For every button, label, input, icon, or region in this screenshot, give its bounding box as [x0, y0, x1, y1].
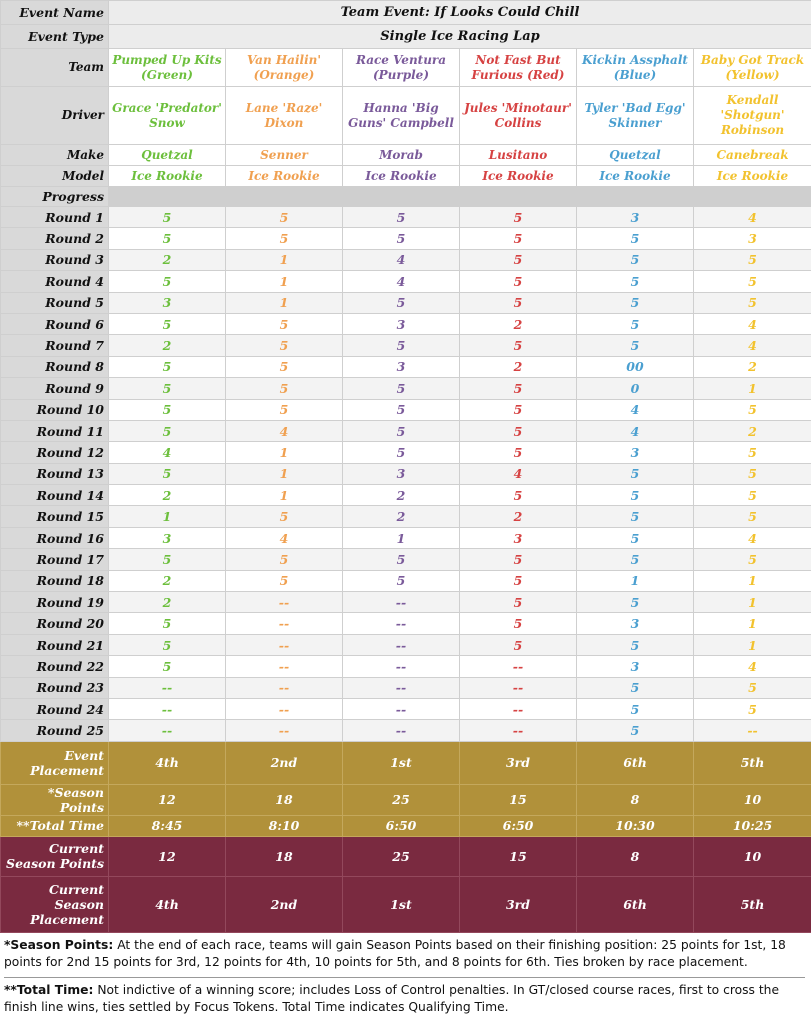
round-score: 1: [226, 249, 343, 270]
round-score: 5: [460, 549, 577, 570]
round-score: 4: [694, 527, 811, 548]
round-score: --: [343, 634, 460, 655]
round-score: 5: [694, 249, 811, 270]
model-label: Model: [1, 166, 109, 187]
round-score: 4: [694, 207, 811, 228]
round-row: [1, 228, 811, 249]
driver-name: Tyler 'Bad Egg' Skinner: [577, 87, 694, 145]
round-score: --: [226, 592, 343, 613]
car-make: Canebreak: [694, 145, 811, 166]
round-label: Round 23: [1, 677, 109, 698]
round-score: 3: [577, 613, 694, 634]
round-score: 2: [343, 485, 460, 506]
round-score: 2: [109, 249, 226, 270]
round-score: 5: [577, 313, 694, 334]
round-score: 5: [577, 249, 694, 270]
round-score: 5: [109, 271, 226, 292]
event-placement-value: 2nd: [226, 741, 343, 784]
event-placement-value: 4th: [109, 741, 226, 784]
season-points-value: 25: [343, 784, 460, 815]
season-points-note-label: *Season Points:: [4, 937, 114, 952]
car-model: Ice Rookie: [694, 166, 811, 187]
round-score: 4: [226, 420, 343, 441]
round-row: [1, 485, 811, 506]
round-score: --: [460, 720, 577, 741]
round-score: --: [226, 656, 343, 677]
car-make: Quetzal: [109, 145, 226, 166]
round-score: --: [343, 720, 460, 741]
car-model: Ice Rookie: [109, 166, 226, 187]
season-points-note: [4, 937, 805, 971]
total-time-label: **Total Time: [1, 815, 109, 836]
round-score: 2: [460, 356, 577, 377]
round-score: 5: [694, 463, 811, 484]
round-score: 1: [577, 570, 694, 591]
round-row: [1, 313, 811, 334]
round-label: Round 2: [1, 228, 109, 249]
round-score: --: [460, 677, 577, 698]
round-score: 5: [577, 506, 694, 527]
make-label: Make: [1, 145, 109, 166]
round-score: 4: [226, 527, 343, 548]
driver-name: Kendall 'Shotgun' Robinson: [694, 87, 811, 145]
round-score: 3: [109, 527, 226, 548]
round-score: 5: [343, 549, 460, 570]
rounds-body: [1, 207, 811, 742]
round-score: 5: [577, 335, 694, 356]
round-score: 1: [109, 506, 226, 527]
season-points-value: 10: [694, 784, 811, 815]
round-score: 5: [694, 292, 811, 313]
event-type-label: Event Type: [1, 25, 109, 49]
season-points-value: 18: [226, 784, 343, 815]
round-score: 5: [109, 313, 226, 334]
car-model: Ice Rookie: [460, 166, 577, 187]
round-label: Round 13: [1, 463, 109, 484]
round-label: Round 16: [1, 527, 109, 548]
driver-row: [1, 87, 811, 145]
team-label: Team: [1, 49, 109, 87]
current-season-points-value: 10: [694, 836, 811, 876]
round-label: Round 19: [1, 592, 109, 613]
round-score: 5: [460, 292, 577, 313]
round-row: [1, 527, 811, 548]
round-score: 5: [109, 207, 226, 228]
round-score: 4: [577, 399, 694, 420]
round-score: 3: [343, 463, 460, 484]
round-label: Round 1: [1, 207, 109, 228]
round-score: 5: [460, 570, 577, 591]
current-season-points-value: 15: [460, 836, 577, 876]
current-season-points-row: [1, 836, 811, 876]
progress-label: Progress: [1, 187, 109, 207]
round-score: 4: [343, 271, 460, 292]
round-score: --: [460, 656, 577, 677]
round-label: Round 4: [1, 271, 109, 292]
total-time-note-text: Not indictive of a winning score; includes Loss of Control penalties. In GT/closed course races, first to cross the finish line wins, ties settled by Focus Tokens. Total Time indicates Qualifying Time.: [4, 982, 780, 1014]
round-score: 5: [226, 399, 343, 420]
round-score: 1: [694, 378, 811, 399]
round-score: 5: [226, 356, 343, 377]
total-time-note: [4, 982, 805, 1016]
team-name: Kickin Assphalt (Blue): [577, 49, 694, 87]
round-score: 4: [109, 442, 226, 463]
round-score: 3: [460, 527, 577, 548]
round-score: 5: [343, 442, 460, 463]
round-score: 5: [577, 549, 694, 570]
round-label: Round 21: [1, 634, 109, 655]
event-name-label: Event Name: [1, 1, 109, 25]
round-label: Round 15: [1, 506, 109, 527]
round-label: Round 25: [1, 720, 109, 741]
current-season-placement-value: 6th: [577, 876, 694, 932]
round-score: 5: [694, 271, 811, 292]
round-score: 5: [109, 378, 226, 399]
round-score: 5: [577, 292, 694, 313]
round-score: 3: [694, 228, 811, 249]
round-row: [1, 207, 811, 228]
round-label: Round 24: [1, 698, 109, 719]
total-time-value: 6:50: [343, 815, 460, 836]
round-score: 5: [460, 485, 577, 506]
round-score: 1: [694, 592, 811, 613]
round-score: 5: [577, 677, 694, 698]
round-score: 5: [109, 463, 226, 484]
round-label: Round 5: [1, 292, 109, 313]
round-score: 3: [343, 356, 460, 377]
team-name: Race Ventura (Purple): [343, 49, 460, 87]
season-points-row: [1, 784, 811, 815]
round-score: 2: [343, 506, 460, 527]
round-score: 5: [109, 356, 226, 377]
round-score: 1: [226, 442, 343, 463]
round-score: 3: [343, 313, 460, 334]
round-score: 5: [343, 292, 460, 313]
round-score: 1: [226, 292, 343, 313]
round-score: 3: [577, 207, 694, 228]
round-score: 1: [694, 570, 811, 591]
total-time-row: [1, 815, 811, 836]
round-score: 5: [460, 420, 577, 441]
event-placement-row: [1, 741, 811, 784]
progress-divider: [109, 187, 811, 207]
round-score: 2: [109, 592, 226, 613]
season-points-value: 12: [109, 784, 226, 815]
round-score: 5: [694, 506, 811, 527]
round-row: [1, 292, 811, 313]
round-score: --: [460, 698, 577, 719]
round-score: 1: [343, 527, 460, 548]
event-placement-value: 3rd: [460, 741, 577, 784]
round-row: [1, 634, 811, 655]
round-score: 4: [460, 463, 577, 484]
round-score: 2: [109, 335, 226, 356]
total-time-value: 10:30: [577, 815, 694, 836]
round-score: 5: [343, 420, 460, 441]
round-score: 5: [577, 527, 694, 548]
round-score: --: [343, 592, 460, 613]
round-row: [1, 720, 811, 741]
round-label: Round 22: [1, 656, 109, 677]
round-label: Round 14: [1, 485, 109, 506]
footnotes: [0, 933, 811, 1016]
round-row: [1, 463, 811, 484]
round-score: 5: [694, 677, 811, 698]
car-make: Senner: [226, 145, 343, 166]
round-score: 5: [109, 399, 226, 420]
round-label: Round 20: [1, 613, 109, 634]
round-score: 5: [109, 228, 226, 249]
round-label: Round 7: [1, 335, 109, 356]
team-name: Not Fast But Furious (Red): [460, 49, 577, 87]
event-name-value: Team Event: If Looks Could Chill: [109, 1, 811, 25]
round-score: 00: [577, 356, 694, 377]
round-row: [1, 613, 811, 634]
total-time-value: 8:10: [226, 815, 343, 836]
round-row: [1, 442, 811, 463]
round-score: 5: [460, 228, 577, 249]
current-season-points-value: 8: [577, 836, 694, 876]
round-score: 5: [226, 570, 343, 591]
round-score: 5: [109, 634, 226, 655]
round-score: 5: [460, 271, 577, 292]
round-row: [1, 335, 811, 356]
car-make: Quetzal: [577, 145, 694, 166]
round-label: Round 12: [1, 442, 109, 463]
round-score: 1: [694, 634, 811, 655]
event-placement-value: 5th: [694, 741, 811, 784]
round-score: 4: [694, 656, 811, 677]
event-type-row: [1, 25, 811, 49]
round-score: 5: [226, 549, 343, 570]
driver-name: Grace 'Predator' Snow: [109, 87, 226, 145]
current-season-placement-value: 5th: [694, 876, 811, 932]
round-score: 3: [577, 442, 694, 463]
round-score: 1: [226, 463, 343, 484]
event-name-row: [1, 1, 811, 25]
round-score: 5: [577, 698, 694, 719]
round-score: 2: [460, 506, 577, 527]
team-name: Pumped Up Kits (Green): [109, 49, 226, 87]
event-placement-label: Event Placement: [1, 741, 109, 784]
round-score: 4: [694, 313, 811, 334]
round-score: --: [226, 698, 343, 719]
round-row: [1, 549, 811, 570]
round-score: 5: [226, 335, 343, 356]
round-score: 5: [460, 592, 577, 613]
round-score: --: [109, 677, 226, 698]
team-name: Baby Got Track (Yellow): [694, 49, 811, 87]
round-score: --: [226, 634, 343, 655]
round-score: --: [694, 720, 811, 741]
round-label: Round 6: [1, 313, 109, 334]
round-score: 5: [577, 485, 694, 506]
round-score: 5: [460, 378, 577, 399]
round-score: 2: [460, 313, 577, 334]
round-score: 3: [109, 292, 226, 313]
round-score: 2: [694, 356, 811, 377]
car-model: Ice Rookie: [226, 166, 343, 187]
round-row: [1, 506, 811, 527]
car-make: Morab: [343, 145, 460, 166]
current-season-placement-value: 4th: [109, 876, 226, 932]
car-make: Lusitano: [460, 145, 577, 166]
round-score: 5: [109, 613, 226, 634]
round-score: --: [226, 720, 343, 741]
round-score: 1: [226, 485, 343, 506]
round-score: 5: [343, 228, 460, 249]
round-score: 5: [577, 271, 694, 292]
team-row: [1, 49, 811, 87]
current-season-placement-value: 2nd: [226, 876, 343, 932]
round-score: 5: [577, 228, 694, 249]
round-score: 5: [226, 506, 343, 527]
round-score: --: [109, 698, 226, 719]
round-score: 5: [694, 442, 811, 463]
round-score: 0: [577, 378, 694, 399]
total-time-value: 6:50: [460, 815, 577, 836]
current-season-placement-value: 1st: [343, 876, 460, 932]
footnote-divider: [4, 977, 805, 978]
round-row: [1, 592, 811, 613]
current-season-points-value: 12: [109, 836, 226, 876]
round-score: 5: [343, 335, 460, 356]
round-score: 5: [694, 698, 811, 719]
round-score: 5: [109, 420, 226, 441]
car-model: Ice Rookie: [343, 166, 460, 187]
round-score: 5: [577, 592, 694, 613]
round-row: [1, 356, 811, 377]
round-score: 5: [226, 228, 343, 249]
round-score: 5: [109, 656, 226, 677]
round-score: 1: [694, 613, 811, 634]
current-season-placement-row: [1, 876, 811, 932]
model-row: [1, 166, 811, 187]
season-points-label: *Season Points: [1, 784, 109, 815]
round-score: --: [343, 698, 460, 719]
total-time-note-label: **Total Time:: [4, 982, 94, 997]
round-row: [1, 677, 811, 698]
round-score: --: [343, 613, 460, 634]
round-row: [1, 271, 811, 292]
driver-name: Lane 'Raze' Dixon: [226, 87, 343, 145]
round-score: --: [109, 720, 226, 741]
round-label: Round 3: [1, 249, 109, 270]
round-score: 5: [460, 613, 577, 634]
round-row: [1, 656, 811, 677]
round-row: [1, 420, 811, 441]
round-label: Round 8: [1, 356, 109, 377]
make-row: [1, 145, 811, 166]
round-score: 5: [694, 485, 811, 506]
round-score: 5: [694, 549, 811, 570]
round-score: 5: [343, 399, 460, 420]
current-season-placement-label: Current Season Placement: [1, 876, 109, 932]
team-name: Van Hailin' (Orange): [226, 49, 343, 87]
round-label: Round 9: [1, 378, 109, 399]
round-label: Round 10: [1, 399, 109, 420]
round-score: 5: [226, 207, 343, 228]
current-season-points-value: 18: [226, 836, 343, 876]
round-label: Round 11: [1, 420, 109, 441]
event-type-value: Single Ice Racing Lap: [109, 25, 811, 49]
round-score: 5: [694, 399, 811, 420]
total-time-value: 8:45: [109, 815, 226, 836]
car-model: Ice Rookie: [577, 166, 694, 187]
round-row: [1, 399, 811, 420]
round-row: [1, 378, 811, 399]
round-score: --: [226, 613, 343, 634]
round-score: 5: [460, 442, 577, 463]
progress-row: [1, 187, 811, 207]
round-score: 5: [577, 720, 694, 741]
current-season-points-value: 25: [343, 836, 460, 876]
round-score: 2: [694, 420, 811, 441]
season-points-value: 15: [460, 784, 577, 815]
round-score: 5: [577, 634, 694, 655]
total-time-value: 10:25: [694, 815, 811, 836]
round-score: 5: [343, 378, 460, 399]
round-score: 4: [343, 249, 460, 270]
round-score: 4: [577, 420, 694, 441]
round-score: 5: [460, 634, 577, 655]
round-score: 5: [109, 549, 226, 570]
round-score: 3: [577, 656, 694, 677]
round-score: --: [343, 677, 460, 698]
round-score: 5: [226, 378, 343, 399]
round-score: 5: [343, 207, 460, 228]
round-score: 5: [343, 570, 460, 591]
season-points-value: 8: [577, 784, 694, 815]
current-season-points-label: Current Season Points: [1, 836, 109, 876]
current-season-placement-value: 3rd: [460, 876, 577, 932]
round-score: 5: [460, 335, 577, 356]
round-score: 5: [460, 249, 577, 270]
round-label: Round 18: [1, 570, 109, 591]
round-label: Round 17: [1, 549, 109, 570]
round-score: 2: [109, 485, 226, 506]
round-score: 5: [226, 313, 343, 334]
round-score: --: [343, 656, 460, 677]
event-placement-value: 1st: [343, 741, 460, 784]
round-score: 2: [109, 570, 226, 591]
season-points-note-text: At the end of each race, teams will gain Season Points based on their finishing position: 25 points for 1st, 18 points for 2nd 15 points for 3rd, 12 points for 4th, 10 points for 5th, and 8 points for 6th. Ties broken by race placement.: [4, 937, 786, 969]
driver-name: Jules 'Minotaur' Collins: [460, 87, 577, 145]
round-score: 4: [694, 335, 811, 356]
round-score: 5: [577, 463, 694, 484]
round-score: 5: [460, 207, 577, 228]
driver-name: Hanna 'Big Guns' Campbell: [343, 87, 460, 145]
round-score: 1: [226, 271, 343, 292]
round-score: --: [226, 677, 343, 698]
round-row: [1, 570, 811, 591]
round-row: [1, 698, 811, 719]
round-score: 5: [460, 399, 577, 420]
driver-label: Driver: [1, 87, 109, 145]
round-row: [1, 249, 811, 270]
event-placement-value: 6th: [577, 741, 694, 784]
